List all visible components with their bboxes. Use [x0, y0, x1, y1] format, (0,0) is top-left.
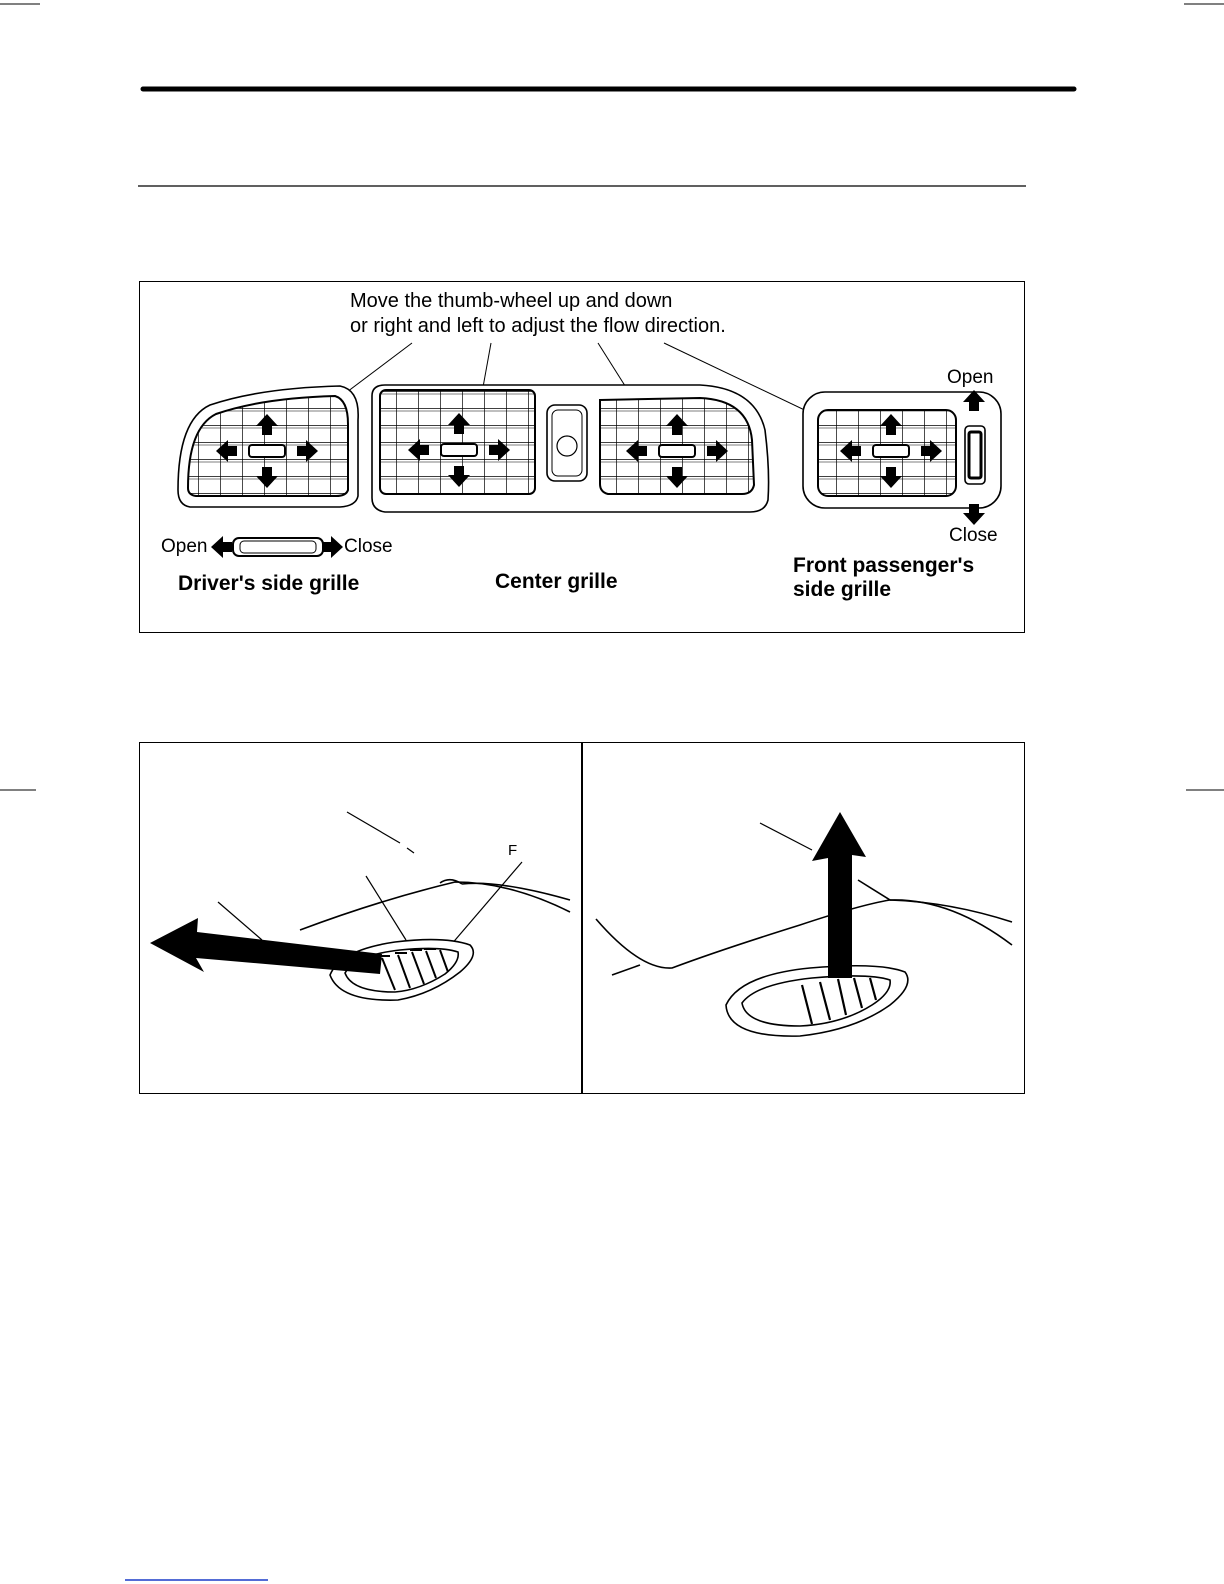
driver-open-label: Open — [161, 536, 208, 557]
instruction-line-2: or right and left to adjust the flow direction. — [350, 315, 726, 337]
caption-center-grille: Center grille — [495, 570, 618, 593]
right-panel-drawing — [596, 823, 1012, 1036]
driver-close-label: Close — [344, 536, 393, 557]
caption-passenger-line-1: Front passenger's — [793, 554, 975, 577]
caption-drivers-side-grille: Driver's side grille — [178, 572, 360, 595]
callout-letter: F — [508, 842, 518, 859]
pull-arrow-left — [150, 918, 382, 974]
passenger-open-label: Open — [947, 367, 994, 388]
caption-passenger-line-2: side grille — [793, 578, 892, 601]
passenger-close-label: Close — [949, 525, 998, 546]
instruction-line-1: Move the thumb-wheel up and down — [350, 290, 673, 312]
left-panel-drawing — [218, 812, 570, 1000]
pull-arrow-up — [812, 812, 866, 978]
